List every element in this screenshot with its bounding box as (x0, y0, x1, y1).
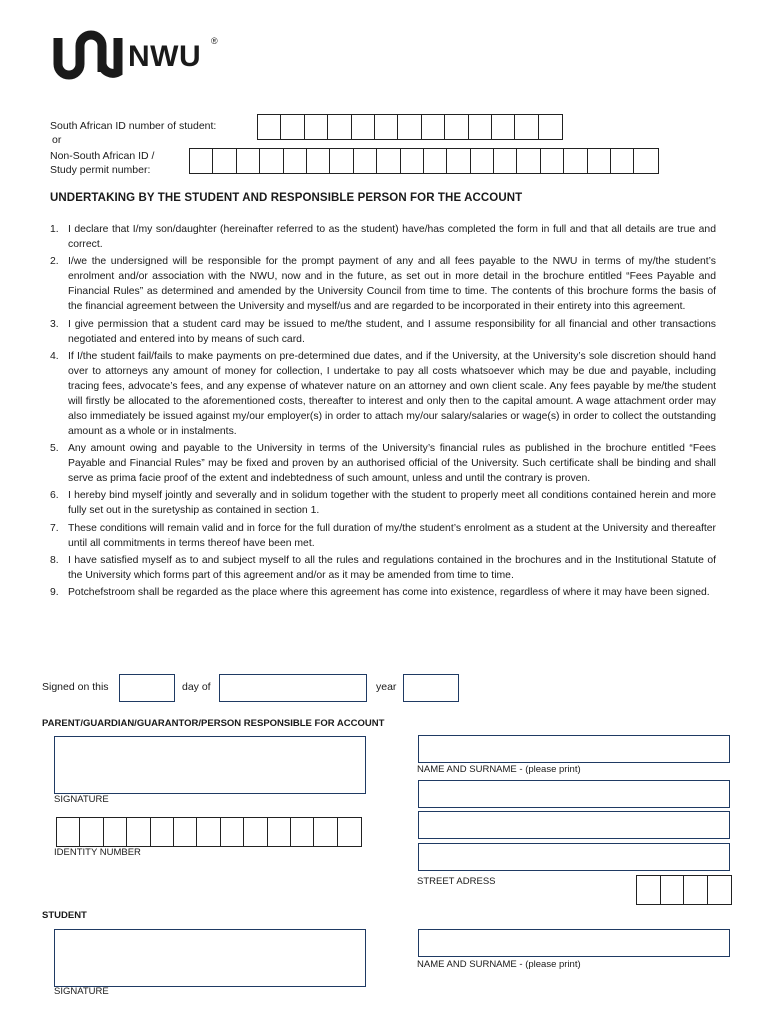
signed-on-label: Signed on this (42, 681, 109, 693)
nwu-emblem-icon (52, 24, 124, 90)
guarantor-address-line-1[interactable] (418, 780, 730, 808)
signed-month-input[interactable] (219, 674, 367, 702)
terms-list (50, 222, 716, 603)
term-item: 2. I/we the undersigned will be responsible for the prompt payment of any and all fees payable to the NWU in terms of my/the student’s enrolment and/or association with the NWU, now and in the future, as set out in more detail in the brochure entitled “Fees Payable and Financial Rules” as determined and amended by the University Council from time to time. The contents of this brochure forms the basis of the financial agreement between the University and myself/us and are regarded to be incorporated in their entirety into this agreement. (50, 256, 716, 313)
guarantor-signature-field[interactable] (54, 736, 366, 794)
guarantor-identity-boxes[interactable] (56, 817, 362, 847)
logo-text: NWU (128, 40, 202, 73)
street-address-label: STREET ADRESS (417, 876, 496, 887)
term-item: 4. If I/the student fail/fails to make payments on pre-determined due dates, and if the University, at the University’s sole discretion should hand over to attorneys any amount of money for collection, I undertake to pay all costs whatsoever which may be due and payable, including tracing fees, advocate’s fees, and any expense of whatever nature on an attorney and own client scale. Any fees payable by me/the student will firstly be allocated to the aforementioned costs, thereafter to interest and only then to the capital amount. A wage attachment order may also immediately be issued against my/our employer(s) in order to attach my/our salary/salaries or wage(s) in order to collect the outstanding amount as a whole or in instalments. (50, 350, 716, 437)
or-label: or (52, 134, 62, 146)
term-item: 1. I declare that I/my son/daughter (hereinafter referred to as the student) have/has completed the form in full and that all details are true and correct. (50, 224, 716, 250)
guarantor-identity-label: IDENTITY NUMBER (54, 847, 141, 858)
signed-year-input[interactable] (403, 674, 459, 702)
term-item: 9. Potchefstroom shall be regarded as the place where this agreement has come into existence, regardless of where it may have been signed. (50, 587, 710, 599)
postal-code-boxes[interactable] (636, 875, 732, 905)
student-heading: STUDENT (42, 910, 87, 921)
study-permit-label: Study permit number: (50, 164, 151, 176)
guarantor-heading: PARENT/GUARDIAN/GUARANTOR/PERSON RESPONSIBLE FOR ACCOUNT (42, 718, 385, 729)
guarantor-name-label: NAME AND SURNAME - (please print) (417, 764, 581, 775)
non-sa-id-boxes[interactable] (189, 148, 659, 174)
undertaking-heading: UNDERTAKING BY THE STUDENT AND RESPONSIBLE PERSON FOR THE ACCOUNT (50, 192, 523, 204)
nwu-logo (52, 24, 232, 90)
student-name-field[interactable] (418, 929, 730, 957)
registered-mark: ® (211, 36, 218, 46)
term-item: 6. I hereby bind myself jointly and severally and in solidum together with the student to properly meet all conditions contained herein and more fully set out in the suretyship as contained in section 1. (50, 490, 716, 517)
student-signature-field[interactable] (54, 929, 366, 987)
guarantor-address-line-3[interactable] (418, 843, 730, 871)
guarantor-signature-label: SIGNATURE (54, 794, 109, 805)
non-sa-id-label: Non-South African ID / (50, 150, 155, 162)
student-signature-label: SIGNATURE (54, 986, 109, 997)
signed-day-input[interactable] (119, 674, 175, 702)
year-label: year (376, 681, 397, 693)
guarantor-address-line-2[interactable] (418, 811, 730, 839)
term-item: 5. Any amount owing and payable to the University in terms of the University’s financial rules as published in the brochure entitled “Fees Payable and Financial Rules” may be fixed and proven by an authorised official of the University. Such certificate shall be binding and shall serve as prima facie proof of the extent and indebtedness of such amount, unless and until the contrary is proven. (50, 443, 716, 485)
term-item: 7. These conditions will remain valid and in force for the full duration of my/the student’s enrolment as a student at the University and thereafter until all commitments in terms thereof have been met. (50, 522, 716, 549)
guarantor-name-field[interactable] (418, 735, 730, 763)
term-item: 3. I give permission that a student card may be issued to me/the student, and I assume responsibility for all financial and other transactions negotiated and entered into by means of such card. (50, 318, 716, 345)
sa-id-boxes[interactable] (257, 114, 563, 140)
term-item: 8. I have satisfied myself as to and subject myself to all the rules and regulations contained in the brochures and in the Institutional Statute of the University which forms part of this agreement and/or as it may be amended from time to time. (50, 555, 716, 582)
day-of-label: day of (182, 681, 211, 693)
sa-id-label: South African ID number of student: (50, 120, 217, 132)
student-name-label: NAME AND SURNAME - (please print) (417, 959, 581, 970)
